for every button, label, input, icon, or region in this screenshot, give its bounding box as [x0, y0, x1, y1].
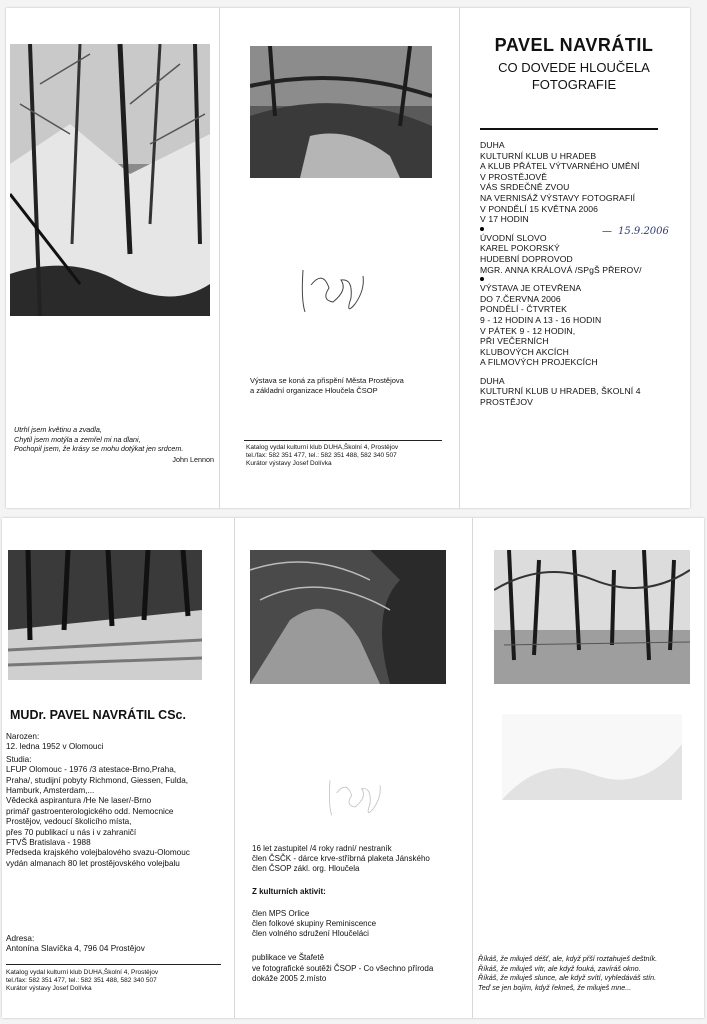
title-divider: [480, 128, 658, 130]
invitation-line: V PROSTĚJOVĚ: [480, 171, 548, 182]
publication-line: ve fotografické soutěži ČSOP - Co všechno příroda: [252, 963, 434, 973]
photo-river: [250, 46, 432, 178]
invitation-line: KULTURNÍ KLUB U HRADEB: [480, 150, 597, 161]
fold-line: [459, 8, 460, 508]
subtitle-line: FOTOGRAFIE: [531, 77, 617, 92]
studies-line: Hamburk, Amsterdam,...: [6, 786, 95, 796]
support-line: Výstava se koná za přispění Města Prostějova: [250, 376, 404, 385]
publication-line: dokáže 2005 2.místo: [252, 973, 327, 983]
catalog-line: Kurátor výstavy Josef Dolívka: [6, 985, 92, 992]
artist-signature: [320, 772, 390, 822]
studies-line: Praha/, studijní pobyty Richmond, Giessen, Fulda,: [6, 775, 189, 785]
address-block: [6, 934, 231, 955]
studies-line: Prostějov, vedoucí školicího místa,: [6, 817, 132, 827]
footer-line: PROSTĚJOV: [480, 397, 533, 408]
footer-line: KULTURNÍ KLUB U HRADEB, ŠKOLNÍ 4: [480, 386, 641, 397]
handwritten-date: — 15.9.2006: [602, 226, 669, 237]
fold-line: [219, 8, 220, 508]
divider: [244, 440, 442, 441]
poem-line: Říkáš, že miluješ vítr, ale když fouká, zavíráš okno.: [478, 963, 641, 973]
invitation-line: NA VERNISÁŽ VÝSTAVY FOTOGRAFIÍ: [480, 192, 636, 203]
studies-line: vydán almanach 80 let prostějovského volejbalu: [6, 858, 180, 868]
catalog-info: [246, 444, 456, 468]
catalog-line: Katalog vydal kulturní klub DUHA,Školní 4, Prostějov: [246, 444, 399, 451]
divider: [6, 964, 221, 965]
invitation-line: DUHA: [480, 140, 505, 150]
program-line: KAREL POKORSKÝ: [480, 243, 560, 254]
brochure-outer-side: [6, 8, 690, 508]
opening-line: VÝSTAVA JE OTEVŘENA: [480, 283, 582, 294]
quote-line: Chytil jsem motýla a zemřel mi na dlani,: [14, 434, 141, 444]
fold-line: [472, 518, 473, 1018]
support-note: [250, 376, 450, 395]
brochure-inner-side: [2, 518, 704, 1018]
photo-snowy-trees: [10, 44, 210, 316]
poem-line: Říkáš, že miluješ déšť, ale, když přší roztahuješ deštník.: [478, 954, 658, 963]
title-block: [474, 34, 674, 93]
bullet-dot: [480, 227, 484, 231]
poem-line: Říkáš, že miluješ slunce, ale když svítí, vyhledáváš stín.: [478, 973, 657, 983]
fold-line: [234, 518, 235, 1018]
bullet-dot: [480, 277, 484, 281]
program-line: ÚVODNÍ SLOVO: [480, 232, 547, 243]
catalog-line: tel./fax: 582 351 477, tel.: 582 351 488, 582 340 507: [6, 977, 157, 984]
invitation-block: [480, 140, 680, 408]
public-line: 16 let zastupitel /4 roky radní/ nestraník: [252, 844, 392, 853]
invitation-line: V PONDĚLÍ 15 KVĚTNA 2006: [480, 203, 598, 214]
footer-line: DUHA: [480, 375, 505, 386]
poem-block: [478, 954, 704, 992]
photo-faded-landscape: [502, 714, 682, 800]
culture-line: člen volného sdružení Hloučeláci: [252, 929, 369, 939]
bio-name: MUDr. PAVEL NAVRÁTIL CSc.: [10, 708, 186, 722]
invitation-line: VÁS SRDEČNĚ ZVOU: [480, 182, 570, 193]
address-label: Adresa:: [6, 934, 35, 943]
artist-signature: [293, 260, 373, 320]
program-line: HUDEBNÍ DOPROVOD: [480, 253, 573, 264]
invitation-line: A KLUB PŘÁTEL VÝTVARNÉHO UMĚNÍ: [480, 161, 640, 172]
studies-label: Studia:: [6, 754, 32, 764]
catalog-info: [6, 969, 231, 993]
support-line: a základní organizace Hloučela ČSOP: [250, 385, 378, 395]
studies-line: Vědecká aspirantura /He Ne laser/-Brno: [6, 796, 152, 806]
born-value: 12. ledna 1952 v Olomouci: [6, 742, 104, 752]
program-line: MGR. ANNA KRÁLOVÁ /SPgŠ PŘEROV/: [480, 264, 642, 275]
opening-line: PONDĚLÍ - ČTVRTEK: [480, 304, 568, 315]
quote-line: Utrhl jsem květinu a zvadla,: [14, 425, 102, 434]
activities-block: [252, 844, 472, 984]
studies-line: přes 70 publikací u nás i v zahraničí: [6, 827, 137, 837]
culture-line: člen folkové skupiny Reminiscence: [252, 919, 377, 929]
studies-line: FTVŠ Bratislava - 1988: [6, 838, 91, 848]
studies-line: primář gastroenterologického odd. Nemocnice: [6, 806, 174, 816]
culture-line: člen MPS Orlice: [252, 908, 310, 918]
opening-line: A FILMOVÝCH PROJEKCÍCH: [480, 357, 598, 368]
quote-block: [14, 425, 214, 464]
quote-author: John Lennon: [172, 454, 214, 464]
invitation-line: V 17 HODIN: [480, 214, 529, 225]
opening-line: KLUBOVÝCH AKCÍCH: [480, 346, 569, 357]
photo-flooded-forest: [494, 550, 690, 684]
catalog-line: Kurátor výstavy Josef Dolívka: [246, 460, 332, 467]
public-line: člen ČSOP zákl. org. Hloučela: [252, 864, 360, 874]
bio-block: [6, 732, 231, 869]
opening-line: PŘI VEČERNÍCH: [480, 336, 549, 347]
opening-line: DO 7.ČERVNA 2006: [480, 293, 561, 304]
studies-line: LFUP Olomouc - 1976 /3 atestace-Brno,Praha,: [6, 765, 177, 775]
opening-line: 9 - 12 HODIN A 13 - 16 HODIN: [480, 314, 602, 325]
page-title: PAVEL NAVRÁTIL: [494, 35, 654, 55]
subtitle-line: CO DOVEDE HLOUČELA: [498, 60, 650, 75]
born-label: Narozen:: [6, 732, 40, 741]
poem-line: Teď se jen bojím, když řekneš, že miluješ mne...: [478, 982, 632, 992]
photo-forest-shadows: [8, 550, 202, 680]
address-value: Antonína Slavíčka 4, 796 04 Prostějov: [6, 944, 145, 954]
opening-line: V PÁTEK 9 - 12 HODIN,: [480, 325, 576, 336]
catalog-line: tel./fax: 582 351 477, tel.: 582 351 488, 582 340 507: [246, 452, 397, 459]
culture-label: Z kulturních aktivit:: [252, 886, 326, 896]
studies-line: Předseda krajského volejbalového svazu-Olomouc: [6, 848, 190, 858]
catalog-line: Katalog vydal kulturní klub DUHA,Školní 4, Prostějov: [6, 969, 159, 976]
publication-line: publikace ve Štafetě: [252, 953, 325, 963]
quote-line: Pochopil jsem, že krásy se mohu dotýkat jen srdcem.: [14, 444, 184, 453]
public-line: člen ČSČK - dárce krve-stříbrná plaketa Jánského: [252, 854, 430, 864]
photo-stream-bank: [250, 550, 446, 684]
